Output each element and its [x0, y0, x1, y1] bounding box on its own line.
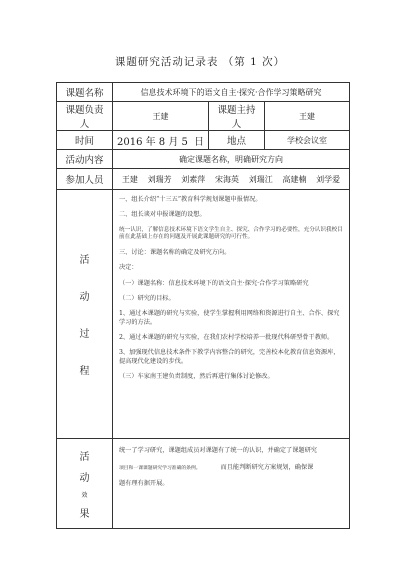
participant-name: 刘瑞芳 [147, 174, 172, 184]
process-paragraph: （三）车家南王建负责制度，然后再进行集体讨论修改。 [119, 373, 274, 381]
process-paragraph: （一）课题名称：信息技术环境下的语文自主·探究·合作学习策略研究 [119, 279, 309, 287]
place-label: 地点 [209, 131, 265, 150]
process-paragraph: 二、组长谈对申报课题的设想。 [119, 211, 206, 219]
result-content [113, 439, 350, 529]
row-participants [57, 169, 350, 190]
process-paragraph: 2、通过本课题的研究与实验，在我们农村学校培养一批现代科研型骨干教师。 [119, 333, 334, 341]
row-time [57, 131, 350, 150]
topic-value: 信息技术环境下的语文自主·探究·合作学习策略研究 [113, 83, 350, 102]
result-label-char: 果 [79, 508, 90, 520]
host-value: 王建 [265, 102, 350, 131]
participant-name: 王建 [121, 174, 138, 184]
leader-label: 课题负责人 [57, 102, 113, 131]
result-label [57, 439, 113, 529]
process-paragraph: 一、组长介绍“十三五”教育科学规划课题申报情况。 [119, 196, 262, 203]
participant-name: 刘瑞江 [248, 174, 273, 184]
result-line: 统一了学习研究，课题组成员对课题有了统一的认识，并确定了课题研究 [119, 447, 317, 454]
process-label [57, 190, 113, 439]
row-process [57, 190, 350, 439]
participants-list [113, 169, 350, 190]
process-paragraph: 三、讨论：课题名称的确定及研究方向。 [119, 248, 231, 256]
row-result [57, 439, 350, 529]
process-paragraph: 决定： [119, 264, 138, 272]
row-content [57, 150, 350, 169]
row-topic [57, 83, 350, 102]
process-label-char: 动 [79, 292, 90, 303]
participant-name: 刘素萍 [181, 174, 206, 184]
result-line-right: 而且能判断研究方案规划，确保课 [220, 463, 314, 471]
participants-label: 参加人员 [57, 169, 113, 190]
result-line: 题有理有据开展。 [119, 480, 169, 488]
leader-value: 王建 [113, 102, 209, 131]
participant-name: 刘学爱 [316, 174, 341, 184]
result-line-small: 项目和一课课题研究学习准确的条例。 [119, 465, 201, 471]
participant-name: 宋海英 [215, 174, 240, 184]
process-label-char: 程 [79, 366, 90, 377]
participant-name: 高建楠 [282, 174, 307, 184]
process-label-char: 活 [79, 255, 90, 266]
time-value [113, 131, 209, 150]
topic-label: 课题名称 [57, 83, 113, 102]
content-value: 确定课题名称，明确研究方向 [113, 150, 350, 169]
time-day-suffix: 日 [194, 136, 204, 148]
result-label-char: 效 [81, 491, 88, 499]
row-leader [57, 102, 350, 131]
content-label: 活动内容 [57, 150, 113, 169]
result-label-char: 活 [79, 451, 90, 463]
page-title: 课题研究活动记录表 （第 1 次） [114, 56, 286, 68]
activity-record-table [56, 82, 350, 529]
time-date: 2016 年 8 月 5 [117, 136, 188, 148]
process-paragraph: 1、通过本课题的研究与实验，使学生掌握利用网络和资源进行自主、合作、探究学习的方法。 [119, 310, 340, 326]
process-content [113, 190, 350, 439]
result-label-char: 动 [79, 472, 90, 484]
process-paragraph: （二）研究的目标。 [119, 294, 175, 302]
host-label: 课题主持人 [209, 102, 265, 131]
result-line [119, 464, 345, 473]
time-label: 时间 [57, 131, 113, 150]
process-label-char: 过 [79, 329, 90, 340]
process-paragraph: 3、加强现代信息技术条件下教学内容整合的研究，完善校本化教育信息资源库，提高现代化建设的步伐。 [119, 349, 340, 365]
place-value: 学校会议室 [265, 131, 350, 150]
process-paragraph: 统一认识，了解信息技术环境下语文学生自主、探究、合作学习的必要性，充分认识我校目前在此基础上存在的问题及开展此课题研究的可行性。 [119, 226, 343, 241]
